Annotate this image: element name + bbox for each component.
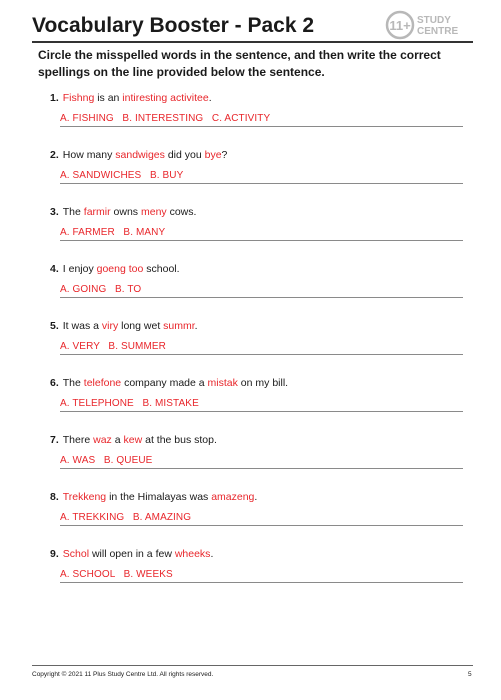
misspelled-word: waz (93, 434, 112, 446)
answer-line (60, 455, 463, 469)
sentence-fragment: The (62, 377, 84, 389)
sentence-fragment: company made a (121, 377, 208, 389)
question-sentence (50, 320, 198, 332)
answer-line (60, 569, 463, 583)
sentence-fragment: did you (164, 149, 205, 161)
answer-text: A. TELEPHONE B. MISTAKE (60, 398, 199, 409)
sentence-fragment: cows. (166, 206, 197, 218)
sentence-fragment: owns (110, 206, 141, 218)
question-item (50, 320, 470, 370)
question-sentence (50, 491, 257, 503)
footer-divider (32, 665, 473, 666)
question-sentence (50, 377, 288, 389)
answer-text: A. SANDWICHES B. BUY (60, 170, 184, 181)
question-sentence (50, 149, 227, 161)
instruction-text: Circle the misspelled words in the sentence, and then write the correct spellings on the line provided below the sentence. (38, 48, 441, 79)
answer-text: A. FISHING B. INTERESTING C. ACTIVITY (60, 113, 271, 124)
sentence-fragment: There (62, 434, 94, 446)
answer-text: A. SCHOOL B. WEEKS (60, 569, 173, 580)
sentence-fragment: in the Himalayas was (106, 491, 212, 503)
misspelled-word: wheeks (174, 548, 211, 560)
answer-line (60, 284, 463, 298)
sentence-fragment: long wet (118, 320, 164, 332)
question-number: 2. (50, 149, 59, 161)
question-sentence (50, 434, 217, 446)
question-number: 1. (50, 92, 59, 104)
misspelled-word: telefone (83, 377, 122, 389)
sentence-fragment: . (210, 548, 214, 560)
answer-line (60, 512, 463, 526)
page-title: Vocabulary Booster - Pack 2 (32, 14, 315, 37)
misspelled-word: farmir (83, 206, 111, 218)
answer-line (60, 341, 463, 355)
answer-text: A. GOING B. TO (60, 284, 142, 295)
sentence-fragment: How many (62, 149, 116, 161)
sentence-fragment: is an (94, 92, 123, 104)
answer-line (60, 113, 463, 127)
misspelled-word: goeng (96, 263, 126, 275)
sentence-fragment: It was a (62, 320, 102, 332)
misspelled-word: Trekkeng (62, 491, 107, 503)
misspelled-word: too (128, 263, 144, 275)
sentence-fragment: at the bus stop. (142, 434, 217, 446)
question-item (50, 434, 470, 484)
sentence-fragment: on my bill. (237, 377, 289, 389)
sentence-fragment: a (111, 434, 124, 446)
answer-line (60, 398, 463, 412)
answer-text: A. TREKKING B. AMAZING (60, 512, 192, 523)
misspelled-word: viry (101, 320, 119, 332)
sentence-fragment: The (62, 206, 84, 218)
sentence-fragment: will open in a few (89, 548, 175, 560)
sentence-fragment: school. (143, 263, 180, 275)
answer-text: A. FARMER B. MANY (60, 227, 166, 238)
question-item (50, 149, 470, 199)
title-divider (32, 41, 473, 43)
answer-line (60, 170, 463, 184)
question-sentence (50, 92, 212, 104)
logo-line1: STUDY (417, 15, 451, 26)
question-number: 5. (50, 320, 59, 332)
question-item (50, 491, 470, 541)
answer-line (60, 227, 463, 241)
question-number: 7. (50, 434, 59, 446)
sentence-fragment: . (208, 92, 212, 104)
misspelled-word: kew (123, 434, 143, 446)
copyright-text: Copyright © 2021 11 Plus Study Centre Ltd. All rights reserved. (32, 671, 214, 678)
question-sentence (50, 548, 213, 560)
sentence-fragment: ? (221, 149, 228, 161)
question-number: 8. (50, 491, 59, 503)
misspelled-word: summr (163, 320, 195, 332)
question-item (50, 206, 470, 256)
misspelled-word: intiresting (122, 92, 168, 104)
question-item (50, 377, 470, 427)
question-number: 9. (50, 548, 59, 560)
sentence-fragment: . (254, 491, 258, 503)
question-item (50, 92, 470, 142)
logo-mark: 11+ (389, 18, 411, 33)
misspelled-word: amazeng (211, 491, 255, 503)
answer-text: A. WAS B. QUEUE (60, 455, 153, 466)
question-number: 4. (50, 263, 59, 275)
question-item (50, 548, 470, 598)
misspelled-word: meny (140, 206, 167, 218)
question-sentence (50, 263, 180, 275)
sentence-fragment: I enjoy (62, 263, 97, 275)
misspelled-word: Fishng (62, 92, 95, 104)
answer-text: A. VERY B. SUMMER (60, 341, 167, 352)
question-sentence (50, 206, 196, 218)
misspelled-word: Schol (62, 548, 90, 560)
misspelled-word: activitee (170, 92, 209, 104)
misspelled-word: sandwiges (115, 149, 165, 161)
misspelled-word: bye (204, 149, 222, 161)
study-centre-logo (385, 10, 475, 40)
logo-line2: CENTRE (417, 26, 459, 37)
question-number: 6. (50, 377, 59, 389)
question-item (50, 263, 470, 313)
misspelled-word: mistak (207, 377, 238, 389)
sentence-fragment: . (194, 320, 198, 332)
question-number: 3. (50, 206, 59, 218)
page-number: 5 (468, 671, 472, 678)
